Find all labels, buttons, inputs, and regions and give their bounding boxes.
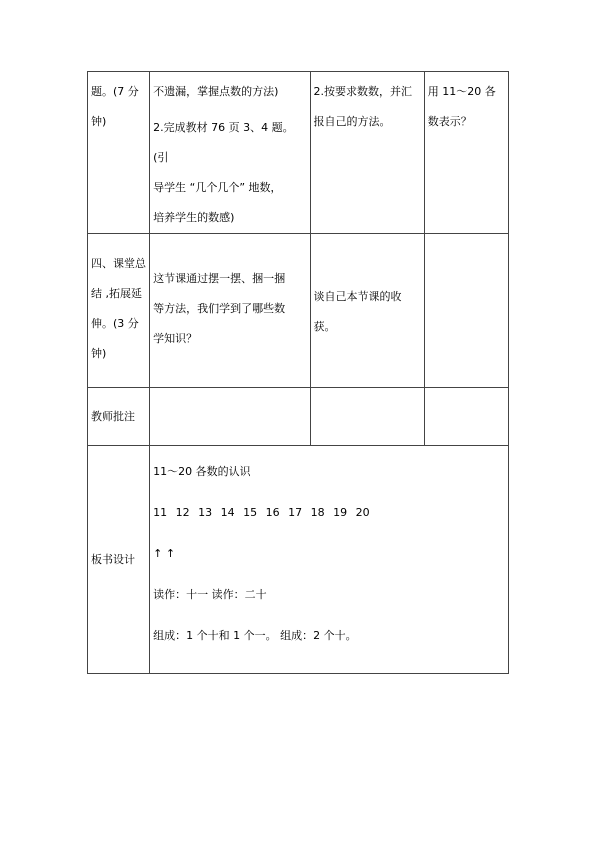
board-number: 11 [153, 506, 168, 519]
teacher-note-label-cell [88, 388, 150, 446]
activity-text: 导学生 “几个几个” 地数， [153, 181, 282, 194]
activity-text: 培养学生的数感) [153, 211, 235, 224]
student-text: 谈自己本节课的收 [313, 290, 402, 303]
table-row [88, 234, 509, 388]
activity-text: 2.完成教材 76 页 3、4 题。(引 [153, 121, 294, 164]
teacher-note-cell [310, 388, 424, 446]
activity-text: 等方法，我们学到了哪些数 [153, 302, 286, 315]
stage-cell [88, 72, 150, 234]
student-activity-cell [310, 234, 424, 388]
board-numbers [153, 503, 505, 523]
activity-text: 不遗漏，掌握点数的方法) [153, 85, 279, 98]
teacher-note-cell [150, 388, 310, 446]
teacher-activity-cell [150, 72, 310, 234]
teacher-activity-cell [150, 234, 310, 388]
board-number: 12 [175, 506, 190, 519]
student-activity-cell [310, 72, 424, 234]
table-row [88, 72, 509, 234]
intent-text: 数表示？ [427, 115, 472, 128]
stage-text: 四、课堂总 [91, 257, 146, 270]
board-number: 18 [310, 506, 325, 519]
board-design-label-cell [88, 446, 150, 674]
board-number: 13 [198, 506, 213, 519]
board-compose-text: 组成：1 个十和 1 个一。 组成：2 个十。 [153, 629, 357, 642]
stage-cell [88, 234, 150, 388]
student-text: 获。 [313, 320, 336, 333]
stage-text: 结 ,拓展延 [91, 287, 142, 300]
activity-text: 这节课通过摆一摆、捆一捆 [153, 272, 286, 285]
activity-text: 学知识？ [153, 332, 198, 345]
board-read-text: 读作：十一 读作：二十 [153, 588, 267, 601]
board-design-label: 板书设计 [91, 552, 135, 566]
teacher-note-cell [424, 388, 508, 446]
board-number: 20 [355, 506, 370, 519]
board-number: 16 [265, 506, 280, 519]
teacher-note-label: 教师批注 [91, 409, 135, 423]
stage-text: 题。(7 分 [91, 85, 139, 98]
lesson-plan-table [87, 71, 509, 674]
student-text: 2.按要求数数，并汇 [313, 85, 413, 98]
intent-text: 用 11～20 各 [427, 85, 496, 98]
up-arrows: ↑ ↑ [153, 547, 176, 560]
student-text: 报自己的方法。 [313, 115, 391, 128]
board-number: 19 [333, 506, 348, 519]
board-title: 11～20 各数的认识 [153, 465, 251, 478]
table-row [88, 388, 509, 446]
design-intent-cell [424, 72, 508, 234]
stage-text: 伸。(3 分 [91, 317, 139, 330]
board-design-cell [150, 446, 509, 674]
board-number: 17 [288, 506, 303, 519]
table-row [88, 446, 509, 674]
design-intent-cell [424, 234, 508, 388]
board-number: 15 [243, 506, 258, 519]
stage-text: 钟) [91, 115, 107, 128]
board-number: 14 [220, 506, 235, 519]
stage-text: 钟) [91, 347, 107, 360]
